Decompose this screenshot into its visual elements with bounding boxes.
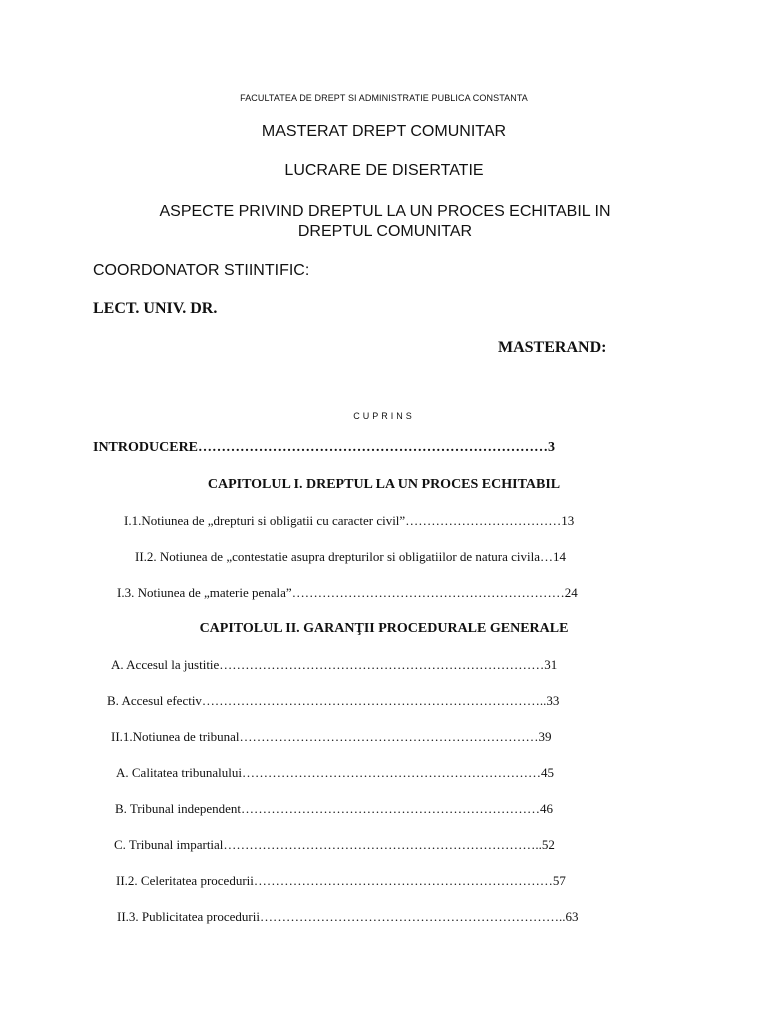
toc-heading: CUPRINS xyxy=(353,411,415,421)
coordinator-label: COORDONATOR STIINTIFIC: xyxy=(93,262,310,279)
toc-entry: II.2. Notiunea de „contestatie asupra drepturilor si obligatiilor de natura civila…14 xyxy=(135,549,567,564)
coordinator-title: LECT. UNIV. DR. xyxy=(93,300,218,317)
master-program-title: MASTERAT DREPT COMUNITAR xyxy=(261,123,507,140)
toc-entry: II.3. Publicitatea procedurii……………………………………………………………..63 xyxy=(117,909,579,924)
thesis-topic-title: ASPECTE PRIVIND DREPTUL LA UN PROCES ECHITABIL IN DREPTUL COMUNITAR xyxy=(159,203,611,240)
student-label: MASTERAND: xyxy=(498,339,607,356)
toc-entry: I.1.Notiunea de „drepturi si obligatii cu caracter civil”………………………………13 xyxy=(124,513,575,528)
toc-intro-entry: INTRODUCERE…………………………………………………………………3 xyxy=(93,440,556,455)
toc-entry: B. Tribunal independent……………………………………………………………46 xyxy=(115,801,554,816)
toc-entry: II.2. Celeritatea procedurii……………………………………………………………57 xyxy=(116,873,566,888)
toc-entry: II.1.Notiunea de tribunal……………………………………………………………39 xyxy=(111,729,552,744)
toc-entry: B. Accesul efectiv……………………………………………………………………..33 xyxy=(107,693,560,708)
toc-entry: A. Calitatea tribunalului……………………………………………………………45 xyxy=(116,765,554,780)
toc-chapter-1-heading: CAPITOLUL I. DREPTUL LA UN PROCES ECHITABIL xyxy=(207,477,561,492)
toc-entry: I.3. Notiunea de „materie penala”………………………………………………………24 xyxy=(117,585,578,600)
toc-entry: A. Accesul la justitie…………………………………………………………………31 xyxy=(111,657,558,672)
toc-chapter-2-heading: CAPITOLUL II. GARANŢII PROCEDURALE GENERALE xyxy=(199,621,569,636)
thesis-type-title: LUCRARE DE DISERTATIE xyxy=(284,162,484,179)
faculty-name: FACULTATEA DE DREPT SI ADMINISTRATIE PUBLICA CONSTANTA xyxy=(240,93,528,103)
toc-entry: C. Tribunal impartial………………………………………………………………..52 xyxy=(114,837,555,852)
